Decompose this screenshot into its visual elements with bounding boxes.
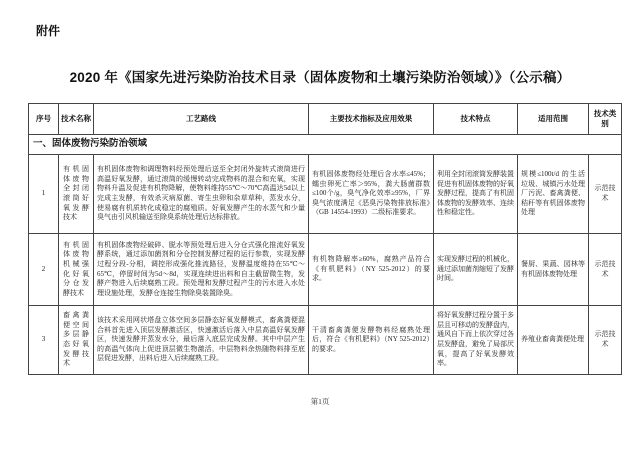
col-header-process: 工艺路线 — [94, 104, 309, 135]
col-header-name: 技术名称 — [59, 104, 94, 135]
cell-process: 有机固体废物和调理物料经预处理后送至全封闭外旋转式滚筒进行高温好氧发酵，通过滚筒的缓慢转动完成物料的混合和充氧，实现物料升温及促进有机物降解，使物料维持55℃～70℃高温达5d以上完成主发酵，有效杀灭病原菌、寄生虫卵和杂草草种，蒸发水分，使易腐有机质转化成稳定的腐殖质。好氧发酵产生的水蒸气和少量臭气由引风机输送至除臭系统处理后达标排放。 — [94, 155, 309, 234]
col-header-features: 技术特点 — [434, 104, 518, 135]
cell-scope: 养殖业畜禽粪便处理 — [518, 306, 589, 375]
col-header-category: 技术类别 — [589, 104, 622, 135]
cell-no: 1 — [29, 155, 59, 234]
cell-no: 3 — [29, 306, 59, 375]
col-header-scope: 适用范围 — [518, 104, 589, 135]
cell-features: 实现发酵过程的机械化，通过添加菌剂缩短了发酵时间。 — [434, 234, 518, 306]
cell-features: 将好氧发酵过程分置于多层且可移动的发酵盘内，通风自下而上依次穿过各层发酵盘，避免了局部厌氧，提高了好氧发酵效率。 — [434, 306, 518, 375]
table-row — [29, 234, 622, 306]
cell-process: 有机固体废物经破碎、脱水等预处理后进入分仓式强化推流好氧发酵系统，通过添加菌剂和分仓控制发酵过程的运行参数，实现发酵过程分段-分相，调控形成强化推流路径，发酵温度维持在55℃～65℃，停留时间为5d～8d，实现连续进出料和自主截留微生物，发酵产物进入后续腐熟工段。预处理和发酵过程产生的污水进入水处理设施处理，发酵仓连接生物除臭装置除臭。 — [94, 234, 309, 306]
table-row — [29, 306, 622, 375]
cell-category: 示范技术 — [589, 306, 622, 375]
cell-tech-name: 有机固体废物全封闭滚筒好氧发酵技术 — [59, 155, 94, 234]
page-title: 2020 年《国家先进污染防治技术目录（固体废物和土壤污染防治领域）》（公示稿） — [69, 70, 571, 85]
page-number: 第1页 — [310, 397, 330, 406]
cell-scope: 餐厨、果蔬、园林等有机固体废物处理 — [518, 234, 589, 306]
cell-category: 示范技术 — [589, 155, 622, 234]
col-header-no: 序号 — [29, 104, 59, 135]
section-row — [29, 135, 622, 155]
cell-process: 该技术采用网状塔盘立体空间多层静态好氧发酵模式，畜禽粪便混合料首先进入顶层发酵激活区，快速激活后落入中层高温好氧发酵区，快速发酵并蒸发水分，最后落入底层完成发酵。其中中层产生的高温气体向上促进顶层微生物激活，中层物料余热随物料排至底层促进发酵，出料后进入后续腐熟工段。 — [94, 306, 309, 375]
cell-tech-name: 有机固体废物机械强化好氧分仓发酵技术 — [59, 234, 94, 306]
attachment-label: 附件 — [36, 24, 61, 38]
cell-scope: 规模≤100t/d 的生活垃圾、城镇污水处理厂污泥、畜禽粪便、秸秆等有机固体废物处理 — [518, 155, 589, 234]
col-header-indicators: 主要技术指标及应用效果 — [309, 104, 434, 135]
cell-features: 利用全封闭滚筒发酵装置促进有机固体废物的好氧发酵过程，提高了有机固体废物的发酵效率、连续性和稳定性。 — [434, 155, 518, 234]
cell-indicators: 干清畜禽粪便发酵物料经腐熟处理后，符合《有机肥料》（NY 525-2012）的要求。 — [309, 306, 434, 375]
table-row — [29, 155, 622, 234]
table-header-row — [29, 104, 622, 135]
technology-table — [28, 103, 622, 375]
cell-indicators: 有机物降解率≥60%，腐熟产品符合《有机肥料》（NY 525-2012）的要求。 — [309, 234, 434, 306]
section-title: 一、固体废物污染防治领域 — [29, 135, 622, 155]
cell-indicators: 有机固体废物经处理后含水率≤45%；蠕虫卵死亡率＞95%，粪大肠菌群数≤100个/g，臭气净化效率≥95%，厂界臭气浓度满足《恶臭污染物排放标准》（GB 14554-1993）二级标准要求。 — [309, 155, 434, 234]
cell-category: 示范技术 — [589, 234, 622, 306]
cell-no: 2 — [29, 234, 59, 306]
cell-tech-name: 畜禽粪便空间多层静态好氧发酵技术 — [59, 306, 94, 375]
